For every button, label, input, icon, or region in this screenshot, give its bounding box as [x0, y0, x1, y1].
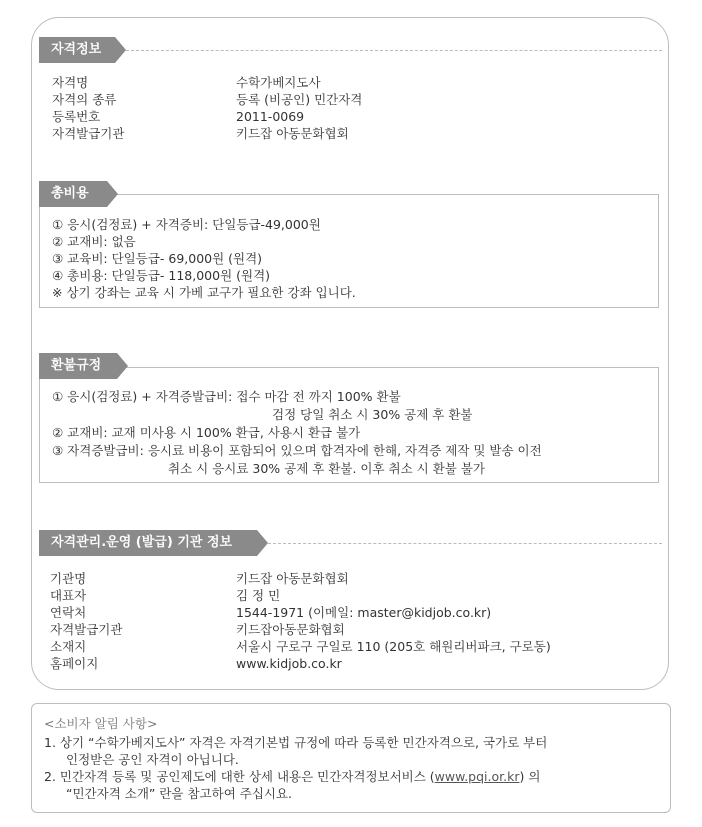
- row-value: 수학가베지도사: [236, 75, 321, 90]
- row-label: 기관명: [50, 571, 87, 586]
- section-header-qualification: 자격정보: [39, 37, 115, 63]
- refund-line: ② 교재비: 교재 미사용 시 100% 환급, 사용시 환급 불가: [52, 425, 361, 440]
- row-value: 등록 (비공인) 민간자격: [236, 92, 363, 107]
- row-label: 연락처: [50, 605, 87, 620]
- divider: [268, 543, 662, 544]
- row-label: 자격명: [52, 75, 89, 90]
- row-value: 키드잡아동문화협회: [236, 622, 345, 637]
- cost-line: ① 응시(검정료) + 자격증비: 단일등급-49,000원: [52, 217, 321, 232]
- row-label: 홈페이지: [50, 656, 99, 671]
- row-value: 서울시 구로구 구일로 110 (205호 해원리버파크, 구로동): [236, 639, 551, 654]
- notice-text: 2. 민간자격 등록 및 공인제도에 대한 상세 내용은 민간자격정보서비스 (: [44, 769, 435, 784]
- cost-line: ② 교재비: 없음: [52, 234, 136, 249]
- row-value: 김 정 민: [236, 588, 281, 603]
- divider: [126, 50, 662, 51]
- notice-line: 인정받은 공인 자격이 아닙니다.: [66, 752, 239, 767]
- notice-text: ) 의: [519, 769, 541, 784]
- refund-line: 취소 시 응시료 30% 공제 후 환불. 이후 취소 시 환불 불가: [168, 461, 485, 476]
- info-card: [31, 17, 669, 690]
- consumer-notice-box: [31, 703, 671, 813]
- row-value: 키드잡 아동문화협회: [236, 126, 349, 141]
- cost-note: ※ 상기 강좌는 교육 시 가베 교구가 필요한 강좌 입니다.: [52, 285, 356, 300]
- row-label: 등록번호: [52, 109, 101, 124]
- section-header-agency: 자격관리.운영 (발급) 기관 정보: [39, 530, 257, 556]
- refund-line: ③ 자격증발급비: 응시료 비용이 포함되어 있으며 합격자에 한해, 자격증 제작 및 발송 이전: [52, 443, 542, 458]
- refund-line: ① 응시(검정료) + 자격증발급비: 접수 마감 전 까지 100% 환불: [52, 389, 401, 404]
- refund-line: 검정 당일 취소 시 30% 공제 후 환불: [272, 407, 473, 422]
- notice-line: “민간자격 소개” 란을 참고하여 주십시요.: [66, 786, 293, 801]
- section-header-total-cost: 총비용: [39, 181, 107, 207]
- row-label: 자격발급기관: [50, 622, 123, 637]
- row-value: www.kidjob.co.kr: [236, 656, 342, 671]
- row-label: 소재지: [50, 639, 87, 654]
- notice-title: <소비자 알림 사항>: [44, 716, 158, 731]
- row-label: 자격발급기관: [52, 126, 125, 141]
- row-label: 자격의 종류: [52, 92, 117, 107]
- section-header-refund: 환불규정: [39, 353, 117, 379]
- pqi-link[interactable]: www.pqi.or.kr: [434, 769, 520, 784]
- row-label: 대표자: [50, 588, 87, 603]
- notice-line: [44, 768, 540, 785]
- row-value: 키드잡 아동문화협회: [236, 571, 349, 586]
- cost-line: ③ 교육비: 단일등급- 69,000원 (원격): [52, 251, 263, 266]
- notice-line: 1. 상기 “수학가베지도사” 자격은 자격기본법 규정에 따라 등록한 민간자격으로, 국가로 부터: [44, 735, 548, 750]
- row-value: 2011-0069: [236, 109, 305, 124]
- cost-line: ④ 총비용: 단일등급- 118,000원 (원격): [52, 268, 271, 283]
- row-value: 1544-1971 (이메일: master@kidjob.co.kr): [236, 605, 492, 620]
